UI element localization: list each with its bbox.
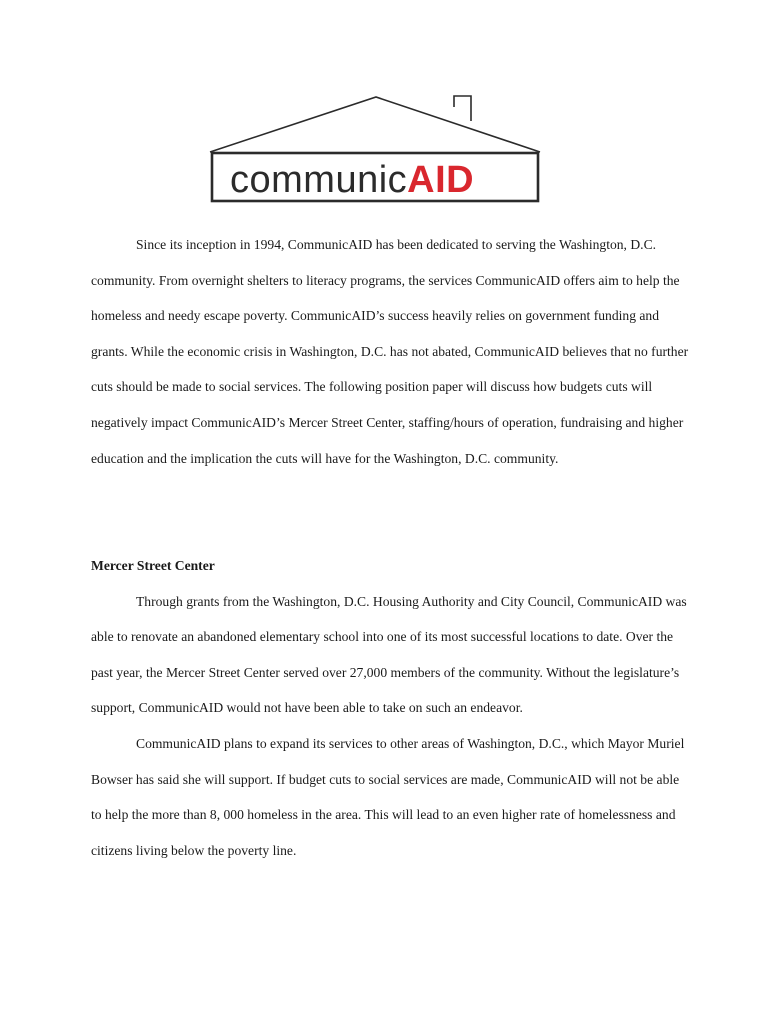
mercer-street-section	[91, 548, 691, 868]
intro-section	[91, 227, 691, 476]
logo-text-bold: AID	[407, 159, 475, 201]
intro-paragraph: Since its inception in 1994, CommunicAID has been dedicated to serving the Washington, D.C. community. From overnight shelters to literacy programs, the services CommunicAID offers aim to help the homeless and needy escape poverty. CommunicAID’s success heavily relies on government funding and grants. While the economic crisis in Washington, D.C. has not abated, CommunicAID believes that no further cuts should be made to social services. The following position paper will discuss how budgets cuts will negatively impact CommunicAID’s Mercer Street Center, staffing/hours of operation, fundraising and higher education and the implication the cuts will have for the Washington, D.C. community.	[91, 237, 689, 466]
section-heading: Mercer Street Center	[91, 558, 215, 573]
communicaid-logo	[208, 94, 542, 206]
logo-text-regular: communic	[230, 159, 408, 201]
section-paragraph-1: Through grants from the Washington, D.C. Housing Authority and City Council, CommunicAID was able to renovate an abandoned elementary school into one of its most successful locations to date. Over the past year, the Mercer Street Center served over 27,000 members of the community. Without the legislature’s support, CommunicAID would not have been able to take on such an endeavor.	[91, 593, 687, 716]
svg-text:communicAID	[230, 159, 474, 201]
section-paragraph-2: CommunicAID plans to expand its services to other areas of Washington, D.C., which Mayor Muriel Bowser has said she will support. If budget cuts to social services are made, CommunicAID will not be able to help the more than 8, 000 homeless in the area. This will lead to an even higher rate of homelessness and citizens living below the poverty line.	[91, 735, 685, 858]
house-outline-icon	[208, 94, 542, 206]
